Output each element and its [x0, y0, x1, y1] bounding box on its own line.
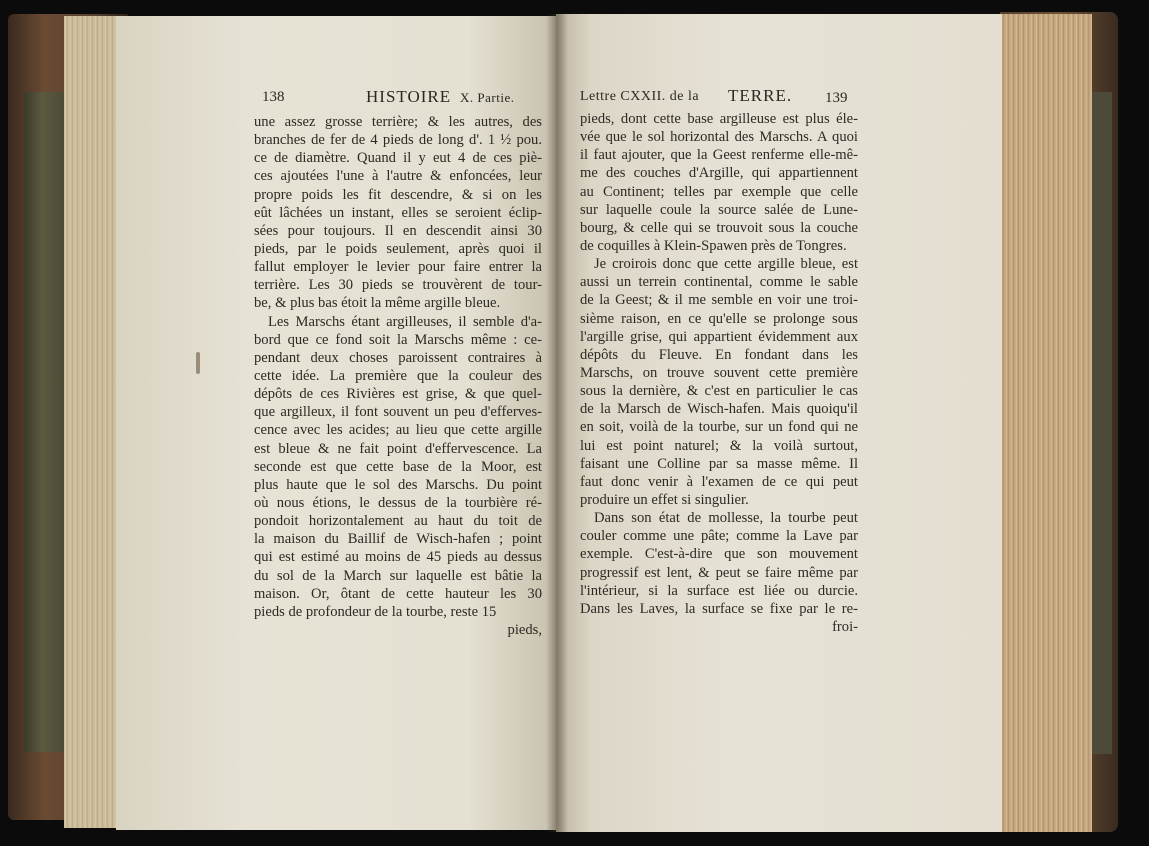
- right-page-edges: [1000, 14, 1092, 832]
- left_page-line: maison. Or, ôtant de cette hauteur les 30: [254, 585, 542, 602]
- left_page-line: la maison du Baillif de Wisch-hafen ; point: [254, 531, 542, 548]
- left_page-line: bord que ce fond soit la Marschs même : ce-: [254, 331, 542, 348]
- right_page-line: sous la dernière, & c'est en particulier le cas: [580, 383, 858, 400]
- left_page-line: pieds de profondeur de la tourbe, reste 15: [254, 603, 497, 620]
- left_page-line: que argilleux, il font souvent un peu d'efferves-: [254, 404, 542, 421]
- left_page-line: pieds,: [507, 621, 542, 638]
- left_page-line: pieds, par le poids seulement, après quoi il: [254, 240, 542, 257]
- left_page-line: terrière. Les 30 pieds se trouvèrent de tour-: [254, 277, 542, 294]
- left_page-line: pendant deux choses paroissent contraires à: [254, 349, 542, 366]
- left-running-title: HISTOIRE: [366, 87, 452, 106]
- left-page-edges: [64, 16, 124, 828]
- right_page-line: de la Marsch de Wisch-hafen. Mais quoiqu'il: [580, 401, 858, 418]
- right_page-line: vée que le sol horizontal des Marschs. A quoi: [580, 129, 858, 146]
- left_page-line: seconde est que cette base de la Moor, est: [254, 458, 542, 475]
- left_page-line: dépôts de ces Rivières est grise, & que quel-: [254, 386, 542, 403]
- left-page-text: [254, 113, 542, 639]
- right_page-line: faisant une Colline par sa masse même. Il: [580, 455, 858, 472]
- right_page-line: dépôts du Fleuve. En fondant dans les: [580, 346, 858, 363]
- right_page-line: l'argille grise, qui appartient évidemment aux: [580, 328, 858, 345]
- right_page-line: Marschs, on trouve souvent cette première: [580, 364, 858, 381]
- right-cover-band: [1092, 92, 1112, 754]
- left_page-line: plus haute que le sol des Marschs. Du point: [254, 476, 542, 493]
- right_page-line: de la Geest; & il me semble en voir une troi-: [580, 292, 858, 309]
- right_page-line: lui est point naturel; & la voilà surtout,: [580, 437, 858, 454]
- left_page-line: ce de diamètre. Quand il y eut 4 de ces piè-: [254, 150, 542, 167]
- left_page-line: où nous étions, le dessus de la tourbière ré-: [254, 494, 542, 511]
- left_page-line: qui est estimé au moins de 45 pieds au dessus: [254, 549, 542, 566]
- left-running-subtitle: X. Partie.: [460, 90, 515, 105]
- right_page-line: il faut ajouter, que la Geest renferme elle-mê-: [580, 147, 858, 164]
- left-page-number: 138: [262, 89, 285, 105]
- left_page-line: une assez grosse terrière; & les autres, des: [254, 114, 542, 130]
- left_page-line: pondoit horizontalement au haut du toit de: [254, 513, 542, 530]
- ink-stain: [196, 352, 200, 374]
- left_page-line: eût lâchées un instant, elles se seroient éclip-: [254, 204, 542, 221]
- right_page-line: progressif est lent, & peut se faire même par: [580, 564, 858, 581]
- left_page-line: be, & plus bas étoit la même argille bleue.: [254, 295, 501, 312]
- right-page-text: [580, 110, 858, 636]
- right_page-line: sur laquelle coule la source salée de Lune-: [580, 201, 858, 218]
- right_page-line: l'intérieur, si la surface est liée ou durcie.: [580, 582, 858, 599]
- book-gutter: [546, 14, 568, 832]
- right_page-line: Dans son état de mollesse, la tourbe peut: [594, 510, 858, 527]
- right_page-line: de coquilles à Klein-Spawen près de Tongres.: [580, 237, 847, 254]
- right_page-line: Je croirois donc que cette argille bleue, est: [594, 256, 858, 273]
- left_page-line: du sol de la March sur laquelle est bâtie la: [254, 567, 542, 584]
- left_page-line: cence avec les acides; au lieu que cette argille: [254, 422, 542, 439]
- right_page-line: en soit, voilà de la tourbe, sur un fond qui ne: [580, 419, 858, 436]
- right-running-title: Lettre CXXII. de la: [580, 89, 700, 104]
- right_page-line: aussi un terrein continental, comme le sable: [580, 274, 858, 291]
- left_page-line: propre poids les fit descendre, & si on les: [254, 186, 542, 203]
- left_page-line: est bleue & ne fait point d'effervescence. La: [254, 440, 542, 457]
- left_page-line: cette idée. La première que la couleur des: [254, 367, 542, 384]
- right-running-title-2: TERRE.: [728, 86, 793, 105]
- right-page-number: 139: [825, 90, 848, 106]
- right_page-line: Dans les Laves, la surface se fixe par le re-: [580, 600, 858, 617]
- right_page-line: faut donc venir à l'examen de ce qui peut: [580, 473, 858, 490]
- right_page-line: bourg, & celle qui se trouvoit sous la couche: [580, 219, 858, 236]
- right_page-line: me des couches d'Argille, qui appartiennent: [580, 165, 858, 182]
- right_page-line: pieds, dont cette base argilleuse est plus éle-: [580, 111, 858, 127]
- left_page-line: Les Marschs étant argilleuses, il semble d'a-: [268, 313, 542, 330]
- left_page-line: ces ajoutées l'une à l'autre & enfoncées, leur: [254, 168, 542, 185]
- right_page-line: exemple. C'est-à-dire que son mouvement: [580, 546, 858, 563]
- right_page-line: sième raison, en ce qu'elle se prolonge sous: [580, 310, 858, 327]
- right_page-line: au Continent; telles par exemple que celle: [580, 183, 858, 200]
- right_page-line: froi-: [832, 618, 858, 635]
- right_page-line: produire un effet si singulier.: [580, 491, 749, 508]
- right_page-line: couler comme une pâte; comme la Lave par: [580, 528, 858, 545]
- left_page-line: fallut employer le levier pour faire entrer la: [254, 259, 542, 276]
- left_page-line: branches de fer de 4 pieds de long d'. 1 ½ pou.: [254, 132, 542, 149]
- left_page-line: sées pour toujours. Il en descendit ainsi 30: [254, 222, 542, 239]
